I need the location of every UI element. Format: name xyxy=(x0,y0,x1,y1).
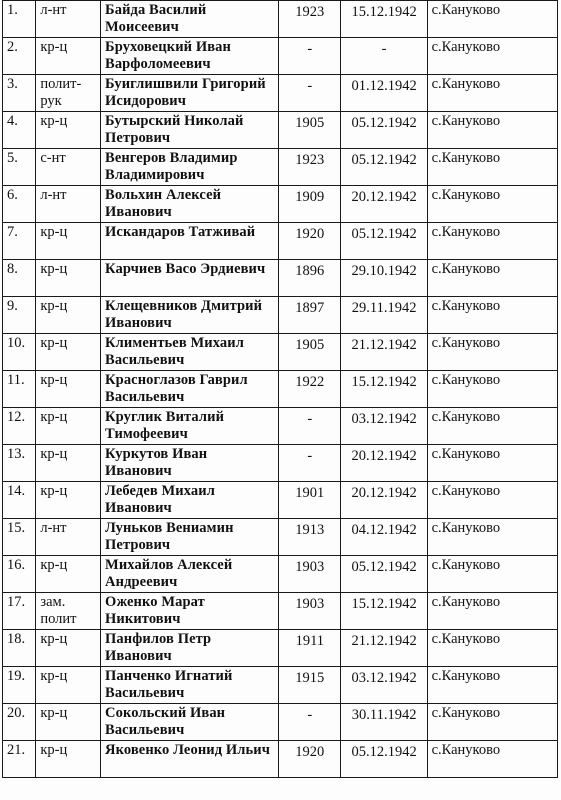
full-name-cell xyxy=(101,334,279,371)
full-name-cell xyxy=(101,519,279,556)
full-name-text: Бутырский Николай Петрович xyxy=(105,113,244,146)
burial-place-cell xyxy=(427,1,557,38)
rank-text: л-нт xyxy=(40,187,67,203)
table-row xyxy=(3,519,558,556)
burial-place-cell xyxy=(427,260,557,297)
burial-place-text: с.Кануково xyxy=(431,113,501,129)
row-number-text: 10. xyxy=(7,335,26,351)
full-name-text: Вольхин Алексей Иванович xyxy=(105,187,222,220)
burial-place-cell xyxy=(427,186,557,223)
birth-year-text: - xyxy=(307,41,313,57)
row-number-text: 4. xyxy=(7,113,18,129)
birth-year-text: - xyxy=(307,78,313,94)
birth-year-text: 1903 xyxy=(295,596,325,612)
death-date-text: 20.12.1942 xyxy=(351,189,417,205)
table-row xyxy=(3,1,558,38)
rank-text: кр-ц xyxy=(40,483,68,499)
rank-text: кр-ц xyxy=(40,113,68,129)
full-name-cell xyxy=(101,149,279,186)
burial-place-text: с.Кануково xyxy=(431,372,501,388)
full-name-cell xyxy=(101,223,279,260)
burial-place-text: с.Кануково xyxy=(431,298,501,314)
table-row xyxy=(3,149,558,186)
burial-place-text: с.Кануково xyxy=(431,261,501,277)
full-name-text: Искандаров Татживай xyxy=(105,224,256,240)
death-date-text: 20.12.1942 xyxy=(351,485,417,501)
death-date-text: 21.12.1942 xyxy=(351,337,417,353)
full-name-text: Панфилов Петр Иванович xyxy=(105,631,212,664)
birth-year-cell xyxy=(278,556,340,593)
rank-cell xyxy=(36,112,101,149)
row-number-text: 13. xyxy=(7,446,26,462)
full-name-cell xyxy=(101,482,279,519)
birth-year-text: 1923 xyxy=(295,4,325,20)
rank-cell xyxy=(36,445,101,482)
row-number-cell xyxy=(3,630,36,667)
rank-text: кр-ц xyxy=(40,705,68,721)
row-number-cell xyxy=(3,75,36,112)
row-number-cell xyxy=(3,297,36,334)
burial-place-cell xyxy=(427,556,557,593)
burial-place-text: с.Кануково xyxy=(431,631,501,647)
death-date-cell xyxy=(340,149,427,186)
death-date-cell xyxy=(340,667,427,704)
birth-year-text: 1923 xyxy=(295,152,325,168)
rank-text: кр-ц xyxy=(40,372,68,388)
death-date-cell xyxy=(340,556,427,593)
burial-place-text: с.Кануково xyxy=(431,446,501,462)
burial-place-text: с.Кануково xyxy=(431,742,501,758)
table-row xyxy=(3,482,558,519)
birth-year-cell xyxy=(278,186,340,223)
burial-place-cell xyxy=(427,741,557,778)
full-name-cell xyxy=(101,75,279,112)
table-row xyxy=(3,556,558,593)
full-name-text: Панченко Игнатий Васильевич xyxy=(105,668,233,701)
full-name-text: Буиглишвили Григорий Исидорович xyxy=(105,76,266,109)
rank-text: кр-ц xyxy=(40,261,68,277)
row-number-cell xyxy=(3,371,36,408)
row-number-text: 17. xyxy=(7,594,26,610)
death-date-cell xyxy=(340,371,427,408)
table-row xyxy=(3,75,558,112)
burial-place-cell xyxy=(427,334,557,371)
table-row xyxy=(3,593,558,630)
table-row xyxy=(3,260,558,297)
row-number-cell xyxy=(3,741,36,778)
burial-place-text: с.Кануково xyxy=(431,39,501,55)
birth-year-cell xyxy=(278,223,340,260)
rank-cell xyxy=(36,1,101,38)
full-name-text: Луньков Вениамин Петрович xyxy=(105,520,234,553)
birth-year-cell xyxy=(278,1,340,38)
row-number-cell xyxy=(3,149,36,186)
full-name-cell xyxy=(101,445,279,482)
full-name-cell xyxy=(101,38,279,75)
death-date-cell xyxy=(340,260,427,297)
row-number-text: 14. xyxy=(7,483,26,499)
full-name-cell xyxy=(101,667,279,704)
birth-year-text: - xyxy=(307,707,313,723)
burial-place-text: с.Кануково xyxy=(431,668,501,684)
burial-place-text: с.Кануково xyxy=(431,409,501,425)
row-number-text: 7. xyxy=(7,224,18,240)
birth-year-cell xyxy=(278,482,340,519)
full-name-text: Бруховецкий Иван Варфоломеевич xyxy=(105,39,231,72)
death-date-text: 15.12.1942 xyxy=(351,4,417,20)
birth-year-cell xyxy=(278,593,340,630)
burial-place-text: с.Кануково xyxy=(431,2,501,18)
rank-cell xyxy=(36,667,101,704)
birth-year-cell xyxy=(278,408,340,445)
birth-year-text: 1905 xyxy=(295,337,325,353)
rank-cell xyxy=(36,38,101,75)
full-name-text: Лебедев Михаил Иванович xyxy=(105,483,215,516)
row-number-text: 19. xyxy=(7,668,26,684)
birth-year-cell xyxy=(278,75,340,112)
birth-year-text: - xyxy=(307,411,313,427)
table-row xyxy=(3,630,558,667)
death-date-text: - xyxy=(381,41,387,57)
row-number-text: 5. xyxy=(7,150,18,166)
death-date-text: 15.12.1942 xyxy=(351,374,417,390)
burial-place-text: с.Кануково xyxy=(431,187,501,203)
rank-text: кр-ц xyxy=(40,631,68,647)
rank-cell xyxy=(36,741,101,778)
birth-year-text: 1901 xyxy=(295,485,325,501)
birth-year-text: 1897 xyxy=(295,300,325,316)
full-name-text: Венгеров Владимир Владимирович xyxy=(105,150,238,183)
row-number-text: 12. xyxy=(7,409,26,425)
full-name-text: Сокольский Иван Васильевич xyxy=(105,705,226,738)
rank-cell xyxy=(36,482,101,519)
birth-year-cell xyxy=(278,260,340,297)
full-name-cell xyxy=(101,408,279,445)
death-date-cell xyxy=(340,704,427,741)
birth-year-cell xyxy=(278,112,340,149)
row-number-cell xyxy=(3,593,36,630)
row-number-cell xyxy=(3,445,36,482)
full-name-cell xyxy=(101,704,279,741)
rank-cell xyxy=(36,186,101,223)
full-name-cell xyxy=(101,371,279,408)
full-name-text: Красноглазов Гаврил Васильевич xyxy=(105,372,248,405)
burial-place-cell xyxy=(427,519,557,556)
row-number-text: 3. xyxy=(7,76,18,92)
death-date-cell xyxy=(340,593,427,630)
burial-place-text: с.Кануково xyxy=(431,76,501,92)
birth-year-text: 1903 xyxy=(295,559,325,575)
rank-text: зам. полит xyxy=(40,594,77,627)
death-date-cell xyxy=(340,75,427,112)
rank-text: кр-ц xyxy=(40,446,68,462)
birth-year-cell xyxy=(278,741,340,778)
birth-year-cell xyxy=(278,704,340,741)
burial-place-cell xyxy=(427,667,557,704)
full-name-text: Яковенко Леонид Ильич xyxy=(105,742,271,758)
burial-place-cell xyxy=(427,704,557,741)
full-name-text: Куркутов Иван Иванович xyxy=(105,446,208,479)
rank-cell xyxy=(36,593,101,630)
full-name-text: Круглик Виталий Тимофеевич xyxy=(105,409,225,442)
burial-place-cell xyxy=(427,482,557,519)
birth-year-text: 1920 xyxy=(295,226,325,242)
table-row xyxy=(3,186,558,223)
rank-cell xyxy=(36,260,101,297)
rank-cell xyxy=(36,334,101,371)
burial-place-cell xyxy=(427,408,557,445)
birth-year-cell xyxy=(278,519,340,556)
birth-year-text: 1922 xyxy=(295,374,325,390)
death-date-cell xyxy=(340,408,427,445)
death-date-text: 04.12.1942 xyxy=(351,522,417,538)
row-number-cell xyxy=(3,667,36,704)
row-number-text: 8. xyxy=(7,261,18,277)
burial-place-text: с.Кануково xyxy=(431,150,501,166)
row-number-cell xyxy=(3,408,36,445)
rank-text: кр-ц xyxy=(40,668,68,684)
full-name-text: Михайлов Алексей Андреевич xyxy=(105,557,233,590)
row-number-text: 21. xyxy=(7,742,26,758)
full-name-cell xyxy=(101,630,279,667)
death-date-text: 05.12.1942 xyxy=(351,744,417,760)
table-row xyxy=(3,38,558,75)
full-name-cell xyxy=(101,593,279,630)
rank-cell xyxy=(36,556,101,593)
death-date-cell xyxy=(340,630,427,667)
rank-cell xyxy=(36,75,101,112)
death-date-text: 30.11.1942 xyxy=(351,707,417,723)
rank-text: кр-ц xyxy=(40,409,68,425)
rank-text: л-нт xyxy=(40,2,67,18)
row-number-cell xyxy=(3,556,36,593)
birth-year-cell xyxy=(278,371,340,408)
row-number-cell xyxy=(3,38,36,75)
death-date-cell xyxy=(340,186,427,223)
row-number-cell xyxy=(3,260,36,297)
birth-year-cell xyxy=(278,630,340,667)
full-name-text: Байда Василий Моисеевич xyxy=(105,2,207,35)
death-date-text: 20.12.1942 xyxy=(351,448,417,464)
rank-cell xyxy=(36,408,101,445)
table-row xyxy=(3,704,558,741)
row-number-text: 18. xyxy=(7,631,26,647)
birth-year-text: 1911 xyxy=(295,633,325,649)
burial-place-text: с.Кануково xyxy=(431,705,501,721)
birth-year-cell xyxy=(278,334,340,371)
rank-cell xyxy=(36,630,101,667)
full-name-cell xyxy=(101,556,279,593)
death-date-text: 05.12.1942 xyxy=(351,115,417,131)
birth-year-text: 1896 xyxy=(295,263,325,279)
death-date-text: 21.12.1942 xyxy=(351,633,417,649)
table-row xyxy=(3,334,558,371)
death-date-cell xyxy=(340,1,427,38)
rank-cell xyxy=(36,297,101,334)
death-date-text: 05.12.1942 xyxy=(351,152,417,168)
burial-place-cell xyxy=(427,445,557,482)
birth-year-text: 1913 xyxy=(295,522,325,538)
rank-text: кр-ц xyxy=(40,742,68,758)
burial-place-text: с.Кануково xyxy=(431,557,501,573)
table-row xyxy=(3,408,558,445)
birth-year-cell xyxy=(278,38,340,75)
burial-place-text: с.Кануково xyxy=(431,224,501,240)
burial-place-cell xyxy=(427,297,557,334)
rank-cell xyxy=(36,519,101,556)
row-number-text: 15. xyxy=(7,520,26,536)
row-number-text: 11. xyxy=(7,372,25,388)
row-number-cell xyxy=(3,186,36,223)
table-row xyxy=(3,112,558,149)
rank-text: кр-ц xyxy=(40,298,68,314)
row-number-cell xyxy=(3,112,36,149)
row-number-text: 6. xyxy=(7,187,18,203)
birth-year-text: 1920 xyxy=(295,744,325,760)
full-name-cell xyxy=(101,260,279,297)
burial-place-cell xyxy=(427,371,557,408)
table-row xyxy=(3,741,558,778)
death-date-cell xyxy=(340,482,427,519)
full-name-cell xyxy=(101,186,279,223)
burial-records-table xyxy=(2,0,558,778)
full-name-text: Климентьев Михаил Васильевич xyxy=(105,335,244,368)
death-date-cell xyxy=(340,223,427,260)
row-number-text: 9. xyxy=(7,298,18,314)
row-number-cell xyxy=(3,223,36,260)
burial-place-cell xyxy=(427,149,557,186)
birth-year-cell xyxy=(278,445,340,482)
full-name-text: Клещевников Дмитрий Иванович xyxy=(105,298,263,331)
birth-year-cell xyxy=(278,667,340,704)
burial-place-text: с.Кануково xyxy=(431,335,501,351)
death-date-text: 01.12.1942 xyxy=(351,78,417,94)
row-number-text: 16. xyxy=(7,557,26,573)
rank-text: кр-ц xyxy=(40,335,68,351)
burial-place-text: с.Кануково xyxy=(431,520,501,536)
row-number-cell xyxy=(3,334,36,371)
records-table-body xyxy=(3,1,558,778)
death-date-text: 05.12.1942 xyxy=(351,226,417,242)
burial-place-text: с.Кануково xyxy=(431,483,501,499)
rank-text: кр-ц xyxy=(40,557,68,573)
table-row xyxy=(3,297,558,334)
row-number-cell xyxy=(3,704,36,741)
rank-cell xyxy=(36,149,101,186)
death-date-cell xyxy=(340,297,427,334)
death-date-cell xyxy=(340,519,427,556)
death-date-cell xyxy=(340,112,427,149)
death-date-cell xyxy=(340,741,427,778)
birth-year-text: - xyxy=(307,448,313,464)
burial-place-cell xyxy=(427,593,557,630)
birth-year-cell xyxy=(278,149,340,186)
row-number-text: 2. xyxy=(7,39,18,55)
death-date-text: 29.11.1942 xyxy=(351,300,417,316)
burial-place-cell xyxy=(427,223,557,260)
row-number-cell xyxy=(3,519,36,556)
rank-text: л-нт xyxy=(40,520,67,536)
rank-text: с-нт xyxy=(40,150,66,166)
full-name-text: Оженко Марат Никитович xyxy=(105,594,205,627)
birth-year-text: 1909 xyxy=(295,189,325,205)
row-number-cell xyxy=(3,482,36,519)
row-number-text: 1. xyxy=(7,2,18,18)
full-name-cell xyxy=(101,297,279,334)
row-number-text: 20. xyxy=(7,705,26,721)
burial-place-cell xyxy=(427,112,557,149)
burial-place-cell xyxy=(427,38,557,75)
death-date-text: 03.12.1942 xyxy=(351,670,417,686)
table-row xyxy=(3,445,558,482)
rank-cell xyxy=(36,371,101,408)
death-date-text: 03.12.1942 xyxy=(351,411,417,427)
rank-cell xyxy=(36,223,101,260)
full-name-cell xyxy=(101,1,279,38)
death-date-text: 05.12.1942 xyxy=(351,559,417,575)
row-number-cell xyxy=(3,1,36,38)
birth-year-cell xyxy=(278,297,340,334)
table-row xyxy=(3,371,558,408)
burial-place-text: с.Кануково xyxy=(431,594,501,610)
death-date-cell xyxy=(340,38,427,75)
death-date-text: 29.10.1942 xyxy=(351,263,417,279)
death-date-text: 15.12.1942 xyxy=(351,596,417,612)
birth-year-text: 1905 xyxy=(295,115,325,131)
burial-place-cell xyxy=(427,630,557,667)
table-row xyxy=(3,223,558,260)
death-date-cell xyxy=(340,445,427,482)
burial-place-cell xyxy=(427,75,557,112)
rank-text: полит-рук xyxy=(40,76,82,109)
full-name-cell xyxy=(101,741,279,778)
table-row xyxy=(3,667,558,704)
death-date-cell xyxy=(340,334,427,371)
birth-year-text: 1915 xyxy=(295,670,325,686)
rank-text: кр-ц xyxy=(40,224,68,240)
rank-text: кр-ц xyxy=(40,39,68,55)
rank-cell xyxy=(36,704,101,741)
full-name-text: Карчиев Васо Эрдиевич xyxy=(105,261,266,277)
full-name-cell xyxy=(101,112,279,149)
